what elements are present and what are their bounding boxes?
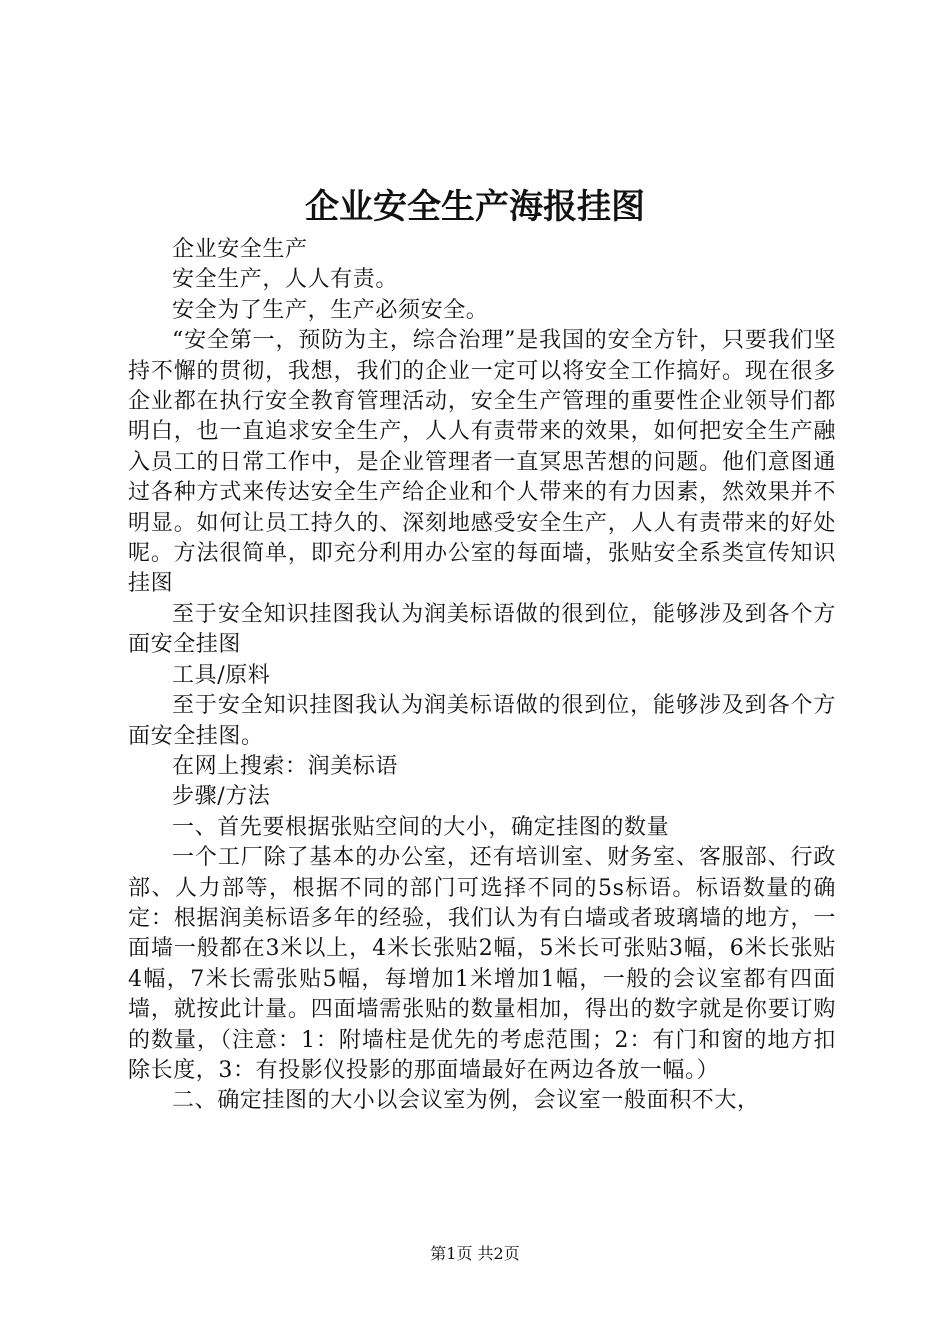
- paragraph: 安全为了生产，生产必须安全。: [172, 297, 489, 323]
- paragraph: 至于安全知识挂图我认为润美标语做的很到位，能够涉及到各个方面安全挂图。: [128, 693, 836, 749]
- paragraph: 工具/原料: [172, 662, 271, 688]
- paragraph: “安全第一，预防为主，综合治理”是我国的安全方针，只要我们坚持不懈的贯彻，我想，我们的企业一定可以将安全工作搞好。现在很多企业都在执行安全教育管理活动，安全生产管理的重要性企业领导们都明白，也一直追求安全生产，人人有责带来的效果，如何把安全生产融入员工的日常工作中，是企业管理者一直冥思苦想的问题。他们意图通过各种方式来传达安全生产给企业和个人带来的有力因素，然效果并不明显。如何让员工持久的、深刻地感受安全生产，人人有责带来的好处呢。方法很简单，即充分利用办公室的每面墙，张贴安全系类宣传知识挂图: [128, 328, 836, 597]
- paragraph: 至于安全知识挂图我认为润美标语做的很到位，能够涉及到各个方面安全挂图: [128, 601, 836, 658]
- paragraph: 企业安全生产: [172, 237, 308, 262]
- document-body: [128, 235, 836, 1117]
- page-footer: 第1页 共2页: [430, 1244, 520, 1263]
- paragraph: 一、首先要根据张贴空间的大小，确定挂图的数量: [172, 814, 670, 840]
- document-title: 企业安全生产海报挂图: [305, 187, 645, 227]
- paragraph: 二、确定挂图的大小以会议室为例，会议室一般面积不大，: [172, 1088, 760, 1114]
- paragraph: 一个工厂除了基本的办公室，还有培训室、财务室、客服部、行政部、人力部等，根据不同的部门可选择不同的5s标语。标语数量的确定：根据润美标语多年的经验，我们认为有白墙或者玻璃墙的地方，一面墙一般都在3米以上，4米长张贴2幅，5米长可张贴3幅，6米长张贴4幅，7米长需张贴5幅，每增加1米增加1幅，一般的会议室都有四面墙，就按此计量。四面墙需张贴的数量相加，得出的数字就是你要订购的数量，（注意：1：附墙柱是优先的考虑范围；2：有门和窗的地方扣除长度，3：有投影仪投影的那面墙最好在两边各放一幅。）: [128, 845, 836, 1083]
- paragraph: 在网上搜索：润美标语: [172, 753, 399, 779]
- paragraph: 安全生产，人人有责。: [172, 267, 399, 293]
- paragraph: 步骤/方法: [172, 784, 271, 810]
